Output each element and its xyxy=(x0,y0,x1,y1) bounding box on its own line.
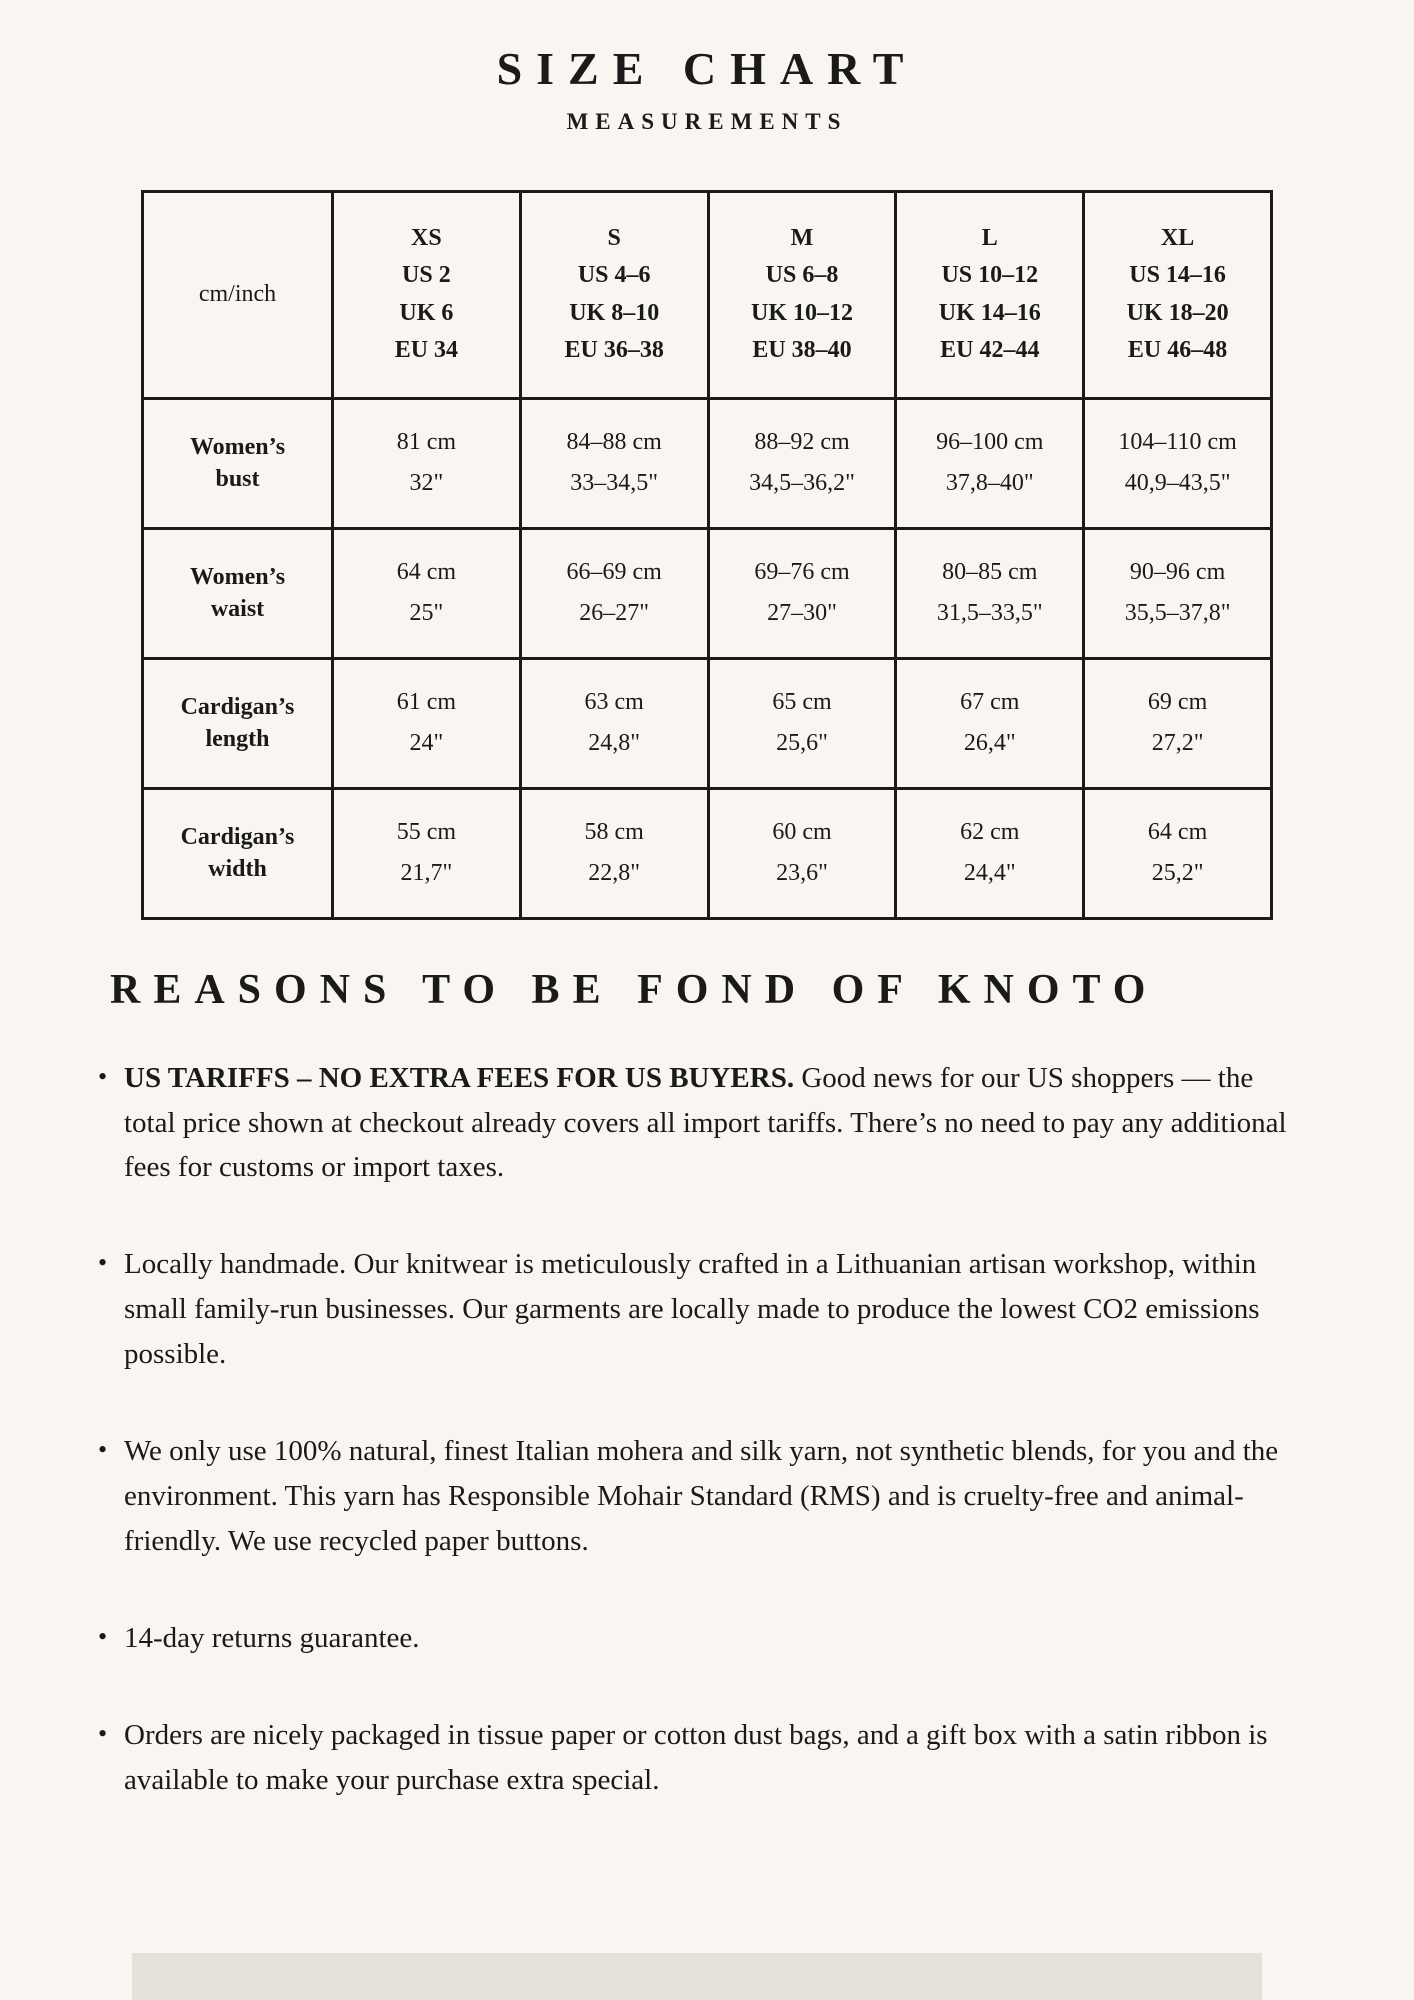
size-column-header-xs: XS US 2 UK 6 EU 34 xyxy=(333,191,521,398)
measurement-cell: 64 cm 25" xyxy=(333,528,521,658)
reason-text: 14-day returns guarantee. xyxy=(124,1622,420,1655)
reason-text: We only use 100% natural, finest Italian mohera and silk yarn, not synthetic blends, for you and the environment. This yarn has Responsible Mohair Standard (RMS) and is cruelty-free and animal-friendly. We use recycled paper buttons. xyxy=(124,1435,1279,1558)
size-column-header-xl: XL US 14–16 UK 18–20 EU 46–48 xyxy=(1084,191,1272,398)
table-header-row xyxy=(143,191,1272,398)
measurement-cell: 55 cm 21,7" xyxy=(333,788,521,918)
measurement-cell: 80–85 cm 31,5–33,5" xyxy=(896,528,1084,658)
measurement-cell: 64 cm 25,2" xyxy=(1084,788,1272,918)
measurement-cell: 58 cm 22,8" xyxy=(520,788,708,918)
size-column-header-m: M US 6–8 UK 10–12 EU 38–40 xyxy=(708,191,896,398)
size-column-header-s: S US 4–6 UK 8–10 EU 36–38 xyxy=(520,191,708,398)
size-chart-table xyxy=(141,190,1273,920)
reason-item-locally-handmade xyxy=(124,1242,1290,1377)
measurements-subtitle: MEASUREMENTS xyxy=(566,108,848,134)
measurement-cell: 67 cm 26,4" xyxy=(896,658,1084,788)
row-label: Women’s bust xyxy=(143,398,333,528)
row-label: Cardigan’s width xyxy=(143,788,333,918)
measurement-cell: 96–100 cm 37,8–40" xyxy=(896,398,1084,528)
measurement-cell: 62 cm 24,4" xyxy=(896,788,1084,918)
units-corner-cell: cm/inch xyxy=(143,191,333,398)
table-row-womens-bust xyxy=(143,398,1272,528)
reason-lead-bold: US TARIFFS – NO EXTRA FEES FOR US BUYERS. xyxy=(124,1061,795,1094)
table-row-womens-waist xyxy=(143,528,1272,658)
reasons-list xyxy=(124,1056,1290,1803)
reasons-heading: REASONS TO BE FOND OF KNOTO xyxy=(110,966,1159,1013)
reason-text: Good news for our US shoppers — the total price shown at checkout already covers all import tariffs. There’s no need to pay any additional fees for customs or import taxes. xyxy=(124,1061,1287,1184)
measurement-cell: 66–69 cm 26–27" xyxy=(520,528,708,658)
measurement-cell: 90–96 cm 35,5–37,8" xyxy=(1084,528,1272,658)
measurement-cell: 104–110 cm 40,9–43,5" xyxy=(1084,398,1272,528)
measurement-cell: 65 cm 25,6" xyxy=(708,658,896,788)
row-label: Cardigan’s length xyxy=(143,658,333,788)
reason-item-returns-guarantee xyxy=(124,1616,1290,1661)
reason-item-packaging xyxy=(124,1713,1290,1803)
table-row-cardigans-length xyxy=(143,658,1272,788)
measurement-cell: 81 cm 32" xyxy=(333,398,521,528)
reason-text: Locally handmade. Our knitwear is meticulously crafted in a Lithuanian artisan workshop, within small family-run businesses. Our garments are locally made to produce the lowest CO2 emissions possible. xyxy=(124,1248,1260,1371)
footer-image-placeholder xyxy=(132,1953,1262,2000)
measurement-cell: 88–92 cm 34,5–36,2" xyxy=(708,398,896,528)
measurement-cell: 60 cm 23,6" xyxy=(708,788,896,918)
row-label: Women’s waist xyxy=(143,528,333,658)
page-header xyxy=(0,0,1414,135)
measurement-cell: 69 cm 27,2" xyxy=(1084,658,1272,788)
page-title: SIZE CHART xyxy=(496,43,918,94)
measurement-cell: 69–76 cm 27–30" xyxy=(708,528,896,658)
reason-item-natural-yarn xyxy=(124,1429,1290,1564)
reason-text: Orders are nicely packaged in tissue paper or cotton dust bags, and a gift box with a satin ribbon is available to make your purchase extra special. xyxy=(124,1718,1268,1796)
measurement-cell: 84–88 cm 33–34,5" xyxy=(520,398,708,528)
size-column-header-l: L US 10–12 UK 14–16 EU 42–44 xyxy=(896,191,1084,398)
table-row-cardigans-width xyxy=(143,788,1272,918)
measurement-cell: 63 cm 24,8" xyxy=(520,658,708,788)
measurement-cell: 61 cm 24" xyxy=(333,658,521,788)
reason-item-us-tariffs xyxy=(124,1056,1290,1191)
